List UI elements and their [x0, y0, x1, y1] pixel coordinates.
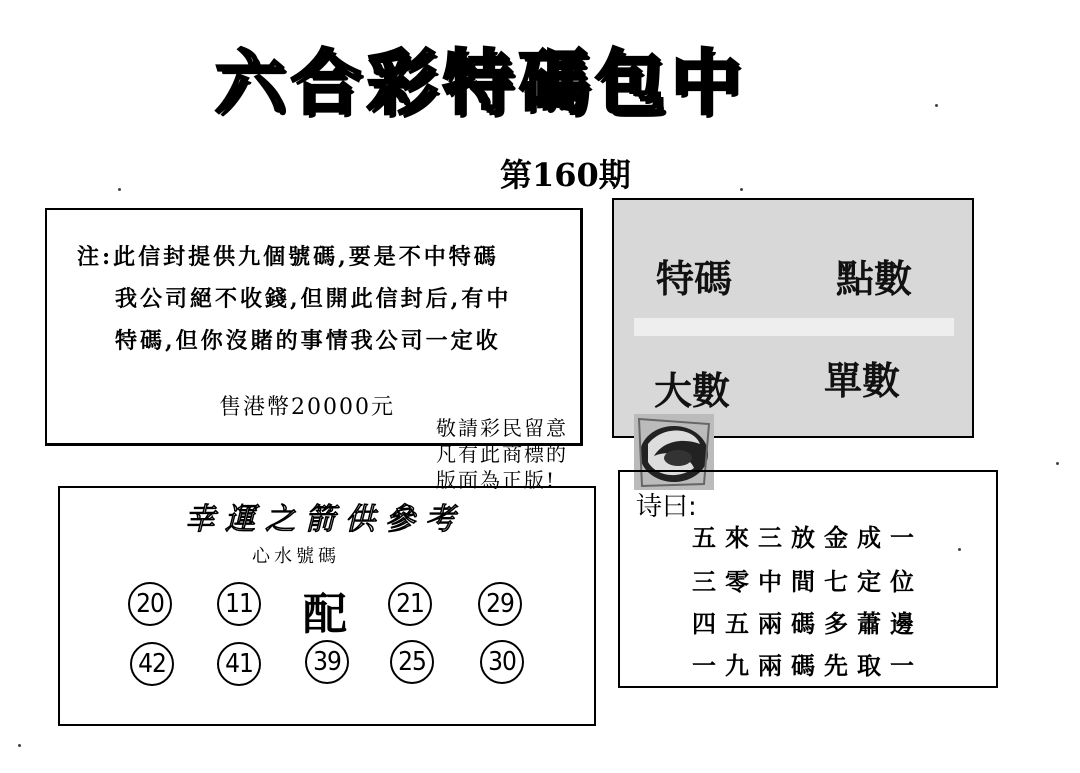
- lucky-number: 20: [128, 582, 172, 626]
- scan-speck: [1056, 462, 1059, 465]
- poem-line: 三零中間七定位: [692, 567, 923, 596]
- feature-points: 點數: [836, 257, 913, 301]
- lucky-number: 41: [217, 642, 261, 686]
- lucky-number: 25: [390, 640, 434, 684]
- page-title: 六合彩特碼包中: [215, 42, 747, 124]
- lucky-number: 11: [217, 582, 261, 626]
- stamp-notice-line: 版面為正版!: [436, 468, 557, 492]
- feature-box: [612, 198, 974, 438]
- lucky-numbers-box: [58, 486, 596, 726]
- lucky-number: 42: [130, 642, 174, 686]
- lucky-subtitle: 心水號碼: [252, 546, 340, 567]
- stamp-notice-line: 凡有此商標的: [436, 442, 568, 466]
- pair-label: 配: [303, 589, 347, 640]
- issue-number: 第160期: [500, 156, 631, 194]
- notice-line: 特碼,但你沒賭的事情我公司一定收: [115, 328, 501, 354]
- price-text: 售港幣20000元: [219, 395, 395, 420]
- poem-box: [618, 470, 998, 688]
- lucky-number: 29: [478, 582, 522, 626]
- lucky-title: 幸運之箭供參考: [185, 502, 465, 537]
- poem-line: 五來三放金成一: [692, 523, 923, 552]
- scan-speck: [18, 744, 21, 747]
- feature-odd-number: 單數: [824, 359, 901, 403]
- poem-line: 四五兩碼多蕭邊: [692, 609, 923, 638]
- scan-speck: [935, 104, 938, 107]
- lucky-number: 21: [388, 582, 432, 626]
- lucky-number: 30: [480, 640, 524, 684]
- scan-speck: [118, 188, 121, 191]
- notice-line: 我公司絕不收錢,但開此信封后,有中: [115, 286, 512, 312]
- poem-line: 一九兩碼先取一: [692, 651, 923, 680]
- lucky-number: 39: [305, 640, 349, 684]
- notice-line: 注:此信封提供九個號碼,要是不中特碼: [77, 244, 499, 270]
- scan-speck: [958, 548, 961, 551]
- divider: [634, 318, 954, 336]
- feature-special-code: 特碼: [656, 257, 733, 301]
- stamp-notice-line: 敬請彩民留意: [436, 416, 568, 440]
- scan-speck: [740, 188, 743, 191]
- poem-heading: 诗曰:: [636, 492, 697, 522]
- feature-big-number: 大數: [654, 369, 731, 413]
- notice-box: [45, 208, 583, 446]
